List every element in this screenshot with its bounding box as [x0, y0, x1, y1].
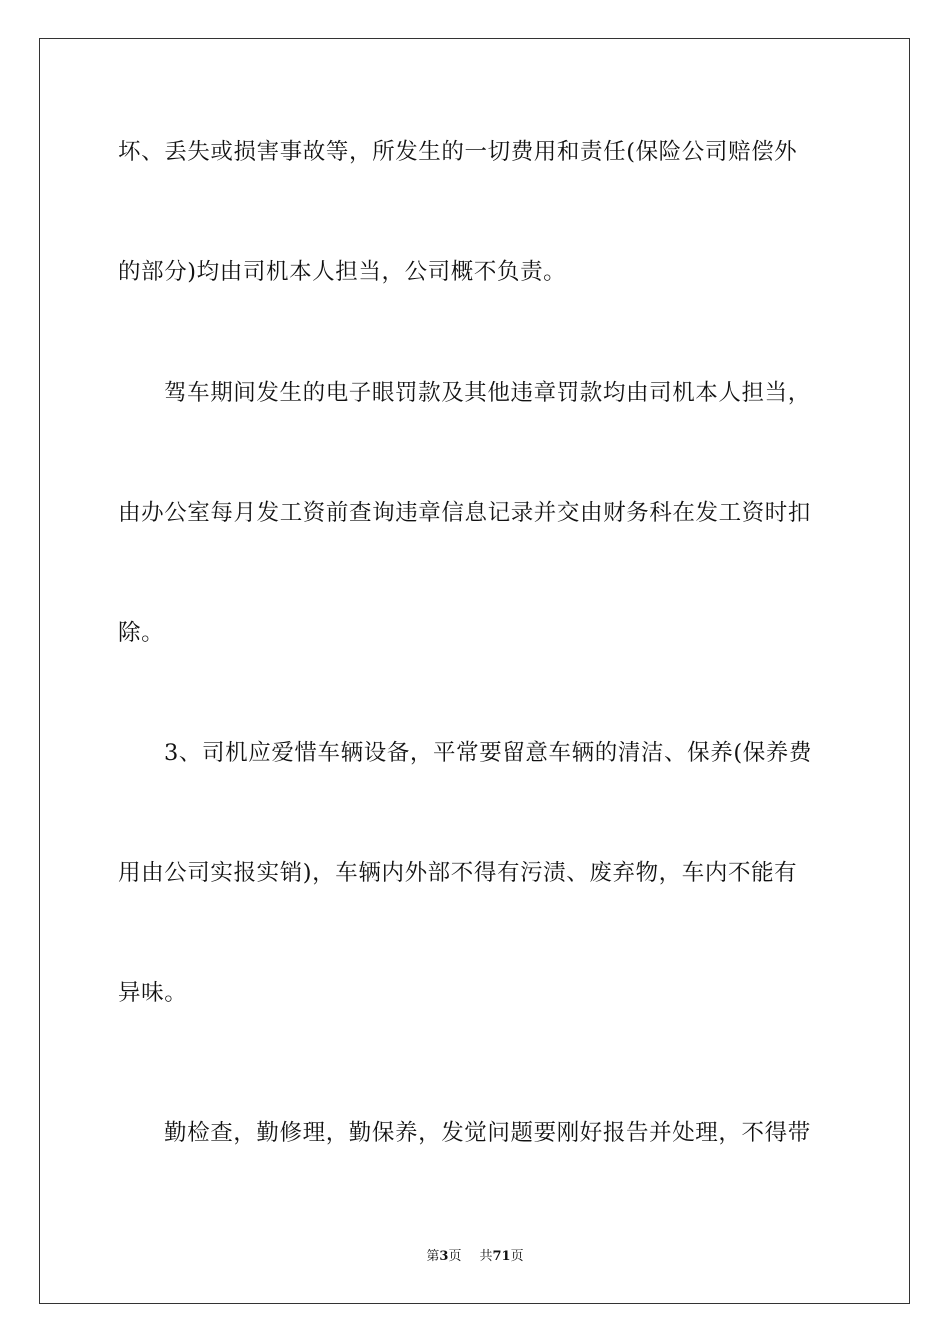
page-border — [39, 38, 910, 1304]
body-text-line-1: 坏、丢失或损害事故等，所发生的一切费用和责任(保险公司赔偿外 — [118, 139, 798, 165]
body-text-line-6: 3、司机应爱惜车辆设备，平常要留意车辆的清洁、保养(保养费 — [164, 740, 812, 766]
body-text-line-3: 驾车期间发生的电子眼罚款及其他违章罚款均由司机本人担当， — [164, 380, 811, 406]
current-page-number: 3 — [439, 1249, 449, 1264]
body-text-line-7: 用由公司实报实销)，车辆内外部不得有污渍、废弃物，车内不能有 — [118, 860, 798, 886]
page-footer — [0, 1245, 950, 1264]
body-text-line-4: 由办公室每月发工资前查询违章信息记录并交由财务科在发工资时扣 — [118, 500, 812, 526]
body-text-line-5: 除。 — [118, 620, 165, 646]
body-text-line-8: 异味。 — [118, 980, 188, 1006]
total-pages-prefix: 共 — [479, 1249, 493, 1264]
total-pages-number: 71 — [492, 1249, 511, 1264]
body-text-line-2: 的部分)均由司机本人担当，公司概不负责。 — [118, 259, 567, 285]
page-number-suffix: 页 — [448, 1249, 462, 1264]
page-number-prefix: 第 — [426, 1249, 440, 1264]
body-text-line-9: 勤检查，勤修理，勤保养，发觉问题要刚好报告并处理，不得带 — [164, 1120, 811, 1146]
total-pages-suffix: 页 — [510, 1249, 524, 1264]
